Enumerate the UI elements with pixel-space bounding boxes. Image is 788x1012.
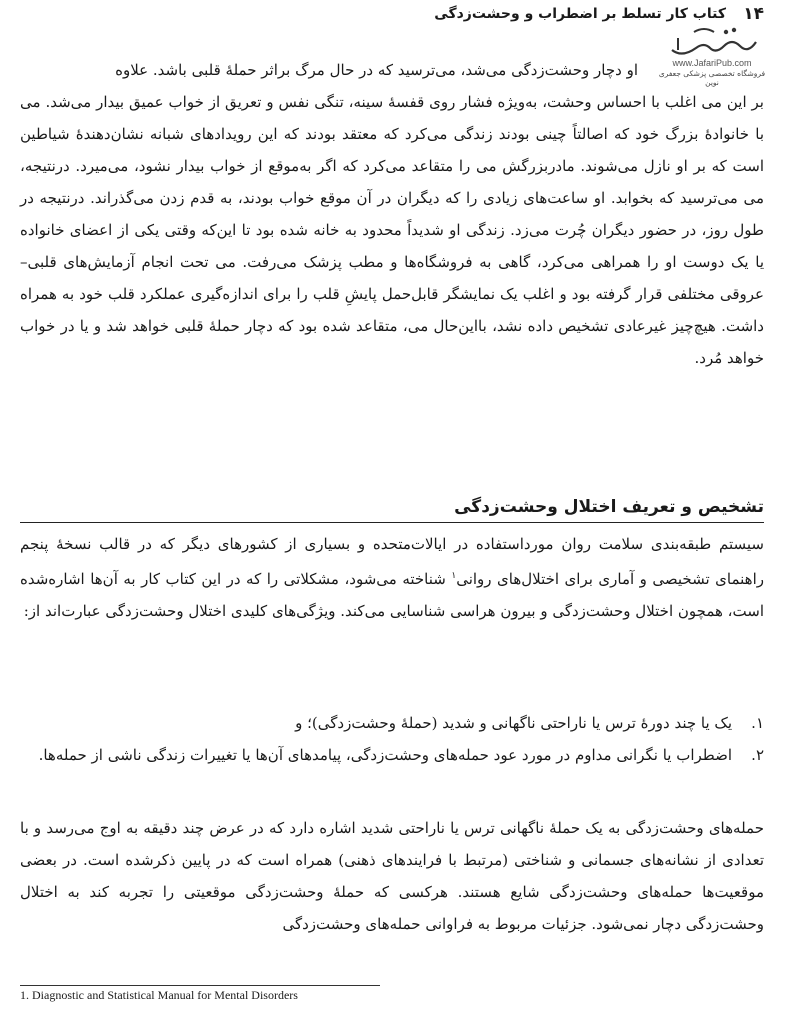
list-item-number: ۲.: [751, 746, 764, 764]
list-item: [20, 707, 764, 739]
list-item-text: یک یا چند دورهٔ ترس یا ناراحتی ناگهانی و شدید (حملهٔ وحشت‌زدگی)؛ و: [295, 714, 732, 732]
section-title: تشخیص و تعریف اختلال وحشت‌زدگی: [454, 497, 764, 517]
publisher-logo-icon: [664, 24, 760, 60]
page-number: ۱۴: [743, 4, 764, 24]
list-item-text: اضطراب یا نگرانی مداوم در مورد عود حمله‌های وحشت‌زدگی، پیامدهای آن‌ها یا تغییرات زندگی ناشی از حمله‌ها.: [38, 746, 732, 764]
paragraph-diagnosis-text: سیستم طبقه‌بندی سلامت روان مورداستفاده در ایالات‌متحده و بسیاری از کشورهای دیگر که در قالب نسخهٔ پنجم راهنمای تشخیصی و آماری برای اختلال‌های روانی: [20, 535, 764, 588]
footnote: 1. Diagnostic and Statistical Manual for Mental Disorders: [20, 988, 298, 1002]
publisher-logo: [652, 24, 772, 92]
key-features-list: [20, 707, 764, 771]
footnote-divider: [20, 985, 380, 986]
paragraph-case-body: بر این می اغلب با احساس وحشت، به‌ویژه فشار روی قفسهٔ سینه، تنگی نفس و تعریق از خواب عمیق بیدار می‌شد. می با خانوادهٔ بزرگ خود که اصالتاً چینی بودند زندگی می‌کرد که معتقد بودند که این رویدادهای شبانه نشان‌دهندهٔ شیاطین است که بر او نازل می‌شوند. مادربزرگش می را متقاعد می‌کرد که اگر به‌موقع از خواب بیدار نشود، می‌میرد. درنتیجه، می می‌ترسید که بخوابد. او ساعت‌های زیادی را که دیگران در آن موقع خواب بودند، به قدم زدن می‌گذراند. درنتیجه در طول روز، در حضور دیگران چُرت می‌زد. زندگی او شدیداً محدود به خانه شده بود تا این‌که وقتی یکی از اعضای خانواده یا یک دوست او را همراهی می‌کرد، گاهی به فروشگاه‌ها و مطب پزشک می‌رفت. می تحت انجام آزمایش‌های قلبی–عروقی مختلفی قرار گرفته بود و اغلب یک نمایشگر قابل‌حمل پایشِ قلب را برای اندازه‌گیری عملکرد قلب خود به همراه داشت. هیچ‌چیز غیرعادی تشخیص داده نشد، بااین‌حال می، متقاعد شده بود که دچار حملهٔ قلبی خواهد شد و یا در خواب خواهد مُرد.: [20, 93, 764, 367]
publisher-url: www.JafariPub.com: [672, 58, 752, 68]
paragraph-diagnosis-rest: شناخته می‌شود، مشکلاتی را که در این کتاب کار به آن‌ها اشاره‌شده است، همچون اختلال وحشت‌زدگی و بیرون هراسی شناسایی می‌کند. ویژگی‌های کلیدی اختلال وحشت‌زدگی عبارت‌اند از:: [20, 570, 764, 620]
footnote-marker: ۱: [451, 571, 457, 581]
running-title: کتاب کار تسلط بر اضطراب و وحشت‌زدگی: [434, 6, 726, 22]
publisher-store-name: فروشگاه تخصصی پزشکی جعفری نوین: [658, 69, 766, 87]
list-item: [20, 739, 764, 771]
paragraph-panic-attacks: حمله‌های وحشت‌زدگی به یک حملهٔ ناگهانی ترس یا ناراحتی شدید اشاره دارد که در عرض چند دقیقه به اوج می‌رسد و با تعدادی از نشانه‌های جسمانی و شناختی (مرتبط با فرایندهای ذهنی) همراه است که در پایین ذکرشده است. در بعضی موقعیت‌ها حمله‌های وحشت‌زدگی شایع هستند. هرکسی که حملهٔ وحشت‌زدگی موقعیتی را تجربه کند به اختلال وحشت‌زدگی دچار نمی‌شود. جزئیات مربوط به فراوانی حمله‌های وحشت‌زدگی: [20, 819, 764, 933]
paragraph-case-first-line: او دچار وحشت‌زدگی می‌شد، می‌ترسید که در حال مرگ براثر حملهٔ قلبی باشد. علاوه: [115, 61, 638, 79]
list-item-number: ۱.: [751, 714, 764, 732]
section-divider: [20, 522, 764, 523]
paragraph-diagnosis: [20, 528, 764, 627]
